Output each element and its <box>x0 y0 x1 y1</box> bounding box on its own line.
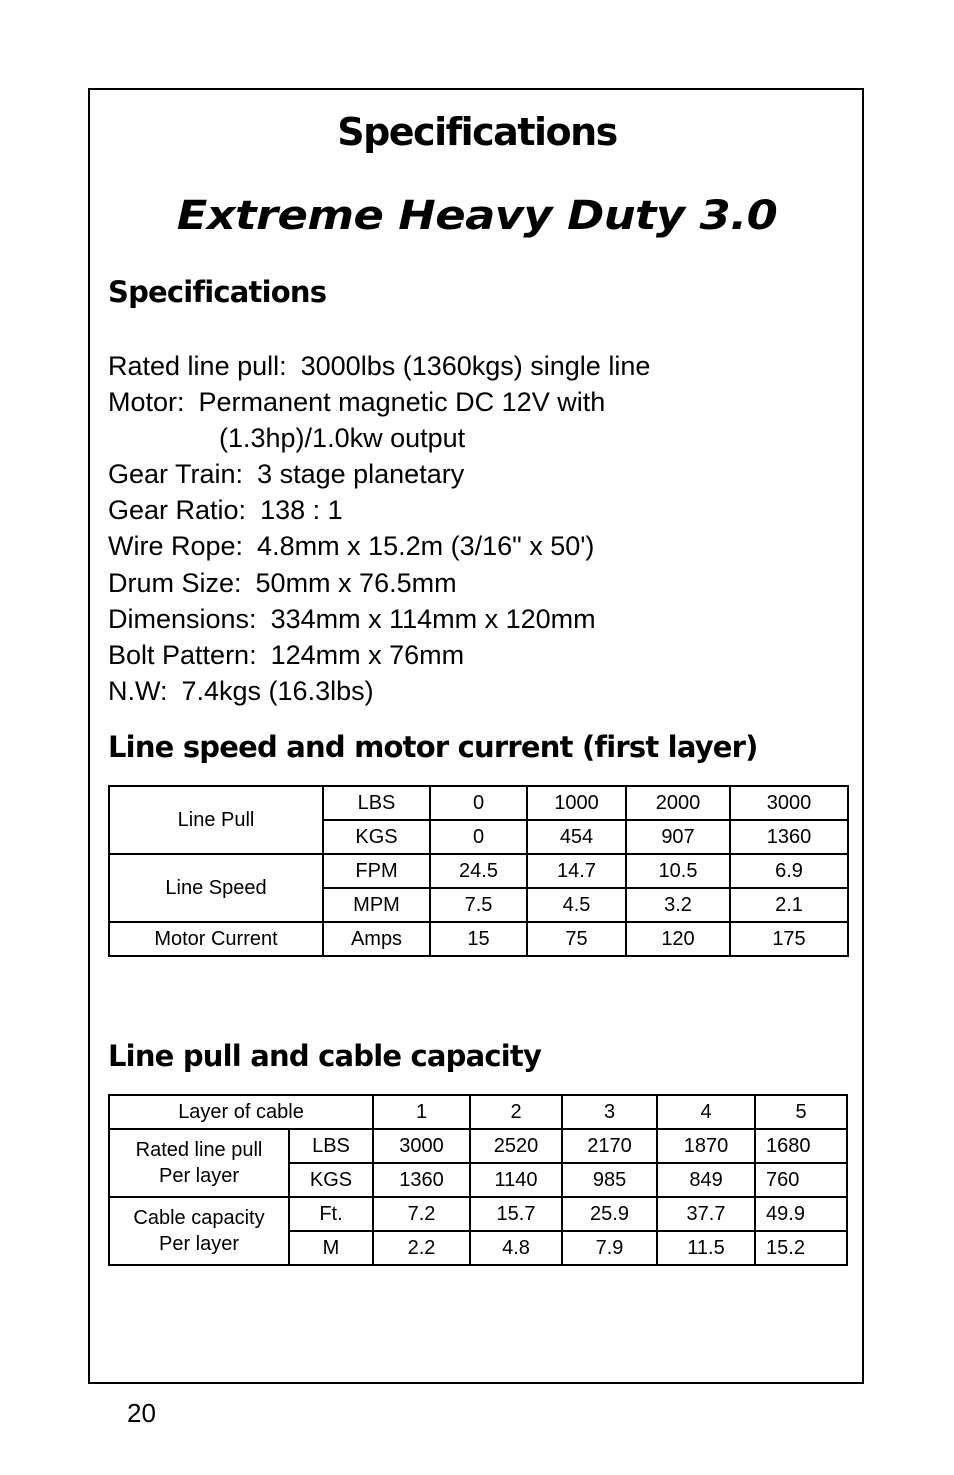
spec-value: 334mm x 114mm x 120mm <box>270 603 596 634</box>
unit-cell: Amps <box>323 922 430 956</box>
value-cell: 849 <box>657 1163 755 1197</box>
value-cell: 7.5 <box>430 888 527 922</box>
cable-capacity-table <box>108 1094 848 1266</box>
spec-label: Motor: <box>108 387 185 418</box>
value-cell: 7.2 <box>373 1197 470 1231</box>
spec-value: 50mm x 76.5mm <box>255 567 457 598</box>
value-cell: 10.5 <box>626 854 730 888</box>
value-cell: 175 <box>730 922 848 956</box>
unit-cell: KGS <box>289 1163 373 1197</box>
unit-cell: M <box>289 1231 373 1265</box>
value-cell: 49.9 <box>755 1197 847 1231</box>
capacity-table-heading: Line pull and cable capacity <box>108 1039 542 1073</box>
spec-value: 4.8mm x 15.2m (3/16" x 50') <box>257 531 595 562</box>
value-cell: 15.7 <box>470 1197 562 1231</box>
spec-item-wire-rope <box>108 528 848 564</box>
value-cell: 37.7 <box>657 1197 755 1231</box>
value-cell: 2000 <box>626 786 730 820</box>
value-cell: 454 <box>527 820 626 854</box>
table-header-row <box>109 1095 847 1129</box>
value-cell: 14.7 <box>527 854 626 888</box>
spec-value-continuation: (1.3hp)/1.0kw output <box>219 423 466 454</box>
layer-header: 3 <box>562 1095 657 1129</box>
model-title: Extreme Heavy Duty 3.0 <box>176 193 778 239</box>
spec-item-gear-ratio <box>108 492 848 528</box>
value-cell: 4.8 <box>470 1231 562 1265</box>
value-cell: 120 <box>626 922 730 956</box>
line-speed-table <box>108 785 849 957</box>
layer-header: 4 <box>657 1095 755 1129</box>
unit-cell: KGS <box>323 820 430 854</box>
value-cell: 15.2 <box>755 1231 847 1265</box>
unit-cell: Ft. <box>289 1197 373 1231</box>
value-cell: 1360 <box>730 820 848 854</box>
spec-item-rated-line-pull <box>108 348 848 384</box>
spec-label: Rated line pull: <box>108 351 287 381</box>
layer-header: 5 <box>755 1095 847 1129</box>
spec-label: Gear Ratio: <box>108 495 247 526</box>
value-cell: 0 <box>430 786 527 820</box>
spec-label: Drum Size: <box>108 567 242 598</box>
value-cell: 25.9 <box>562 1197 657 1231</box>
value-cell: 3.2 <box>626 888 730 922</box>
spec-value: 3000lbs (1360kgs) single line <box>300 351 651 381</box>
layer-header: 2 <box>470 1095 562 1129</box>
value-cell: 2520 <box>470 1129 562 1163</box>
spec-item-gear-train <box>108 456 848 492</box>
spec-item-bolt-pattern <box>108 637 848 673</box>
spec-value: 124mm x 76mm <box>270 639 465 670</box>
value-cell: 75 <box>527 922 626 956</box>
value-cell: 3000 <box>730 786 848 820</box>
value-cell: 0 <box>430 820 527 854</box>
value-cell: 6.9 <box>730 854 848 888</box>
value-cell: 24.5 <box>430 854 527 888</box>
spec-label: Dimensions: <box>108 603 257 634</box>
value-cell: 1870 <box>657 1129 755 1163</box>
speed-table-heading: Line speed and motor current (first layer) <box>108 730 758 764</box>
page-title: Specifications <box>337 110 617 154</box>
spec-list <box>108 348 848 709</box>
spec-label: Bolt Pattern: <box>108 639 257 670</box>
group-label <box>109 1129 289 1197</box>
value-cell: 907 <box>626 820 730 854</box>
spec-item-drum-size <box>108 565 848 601</box>
spec-value: 7.4kgs (16.3lbs) <box>181 675 374 706</box>
value-cell: 1140 <box>470 1163 562 1197</box>
layer-header: 1 <box>373 1095 470 1129</box>
spec-value: 138 : 1 <box>260 495 343 526</box>
value-cell: 985 <box>562 1163 657 1197</box>
spec-label: Wire Rope: <box>108 531 244 562</box>
spec-item-net-weight <box>108 673 848 709</box>
spec-item-motor <box>108 384 848 456</box>
specs-heading: Specifications <box>108 275 327 309</box>
group-label: Line Speed <box>109 854 323 922</box>
group-label-line: Per layer <box>158 1233 240 1255</box>
value-cell: 1360 <box>373 1163 470 1197</box>
table-row <box>109 786 848 820</box>
value-cell: 4.5 <box>527 888 626 922</box>
page-number: 20 <box>127 1398 156 1428</box>
group-label <box>109 1197 289 1265</box>
table-row <box>109 1129 847 1163</box>
spec-label: N.W: <box>108 675 168 706</box>
spec-value: 3 stage planetary <box>257 459 465 490</box>
value-cell: 1680 <box>755 1129 847 1163</box>
unit-cell: LBS <box>323 786 430 820</box>
table-row <box>109 922 848 956</box>
group-label-line: Rated line pull <box>135 1139 263 1161</box>
value-cell: 3000 <box>373 1129 470 1163</box>
group-label-line: Per layer <box>158 1165 240 1187</box>
value-cell: 7.9 <box>562 1231 657 1265</box>
header-label: Layer of cable <box>109 1095 373 1129</box>
spec-item-dimensions <box>108 601 848 637</box>
group-label-line: Cable capacity <box>133 1207 265 1229</box>
value-cell: 15 <box>430 922 527 956</box>
value-cell: 2.2 <box>373 1231 470 1265</box>
group-label: Line Pull <box>109 786 323 854</box>
unit-cell: LBS <box>289 1129 373 1163</box>
value-cell: 2170 <box>562 1129 657 1163</box>
value-cell: 760 <box>755 1163 847 1197</box>
value-cell: 2.1 <box>730 888 848 922</box>
unit-cell: FPM <box>323 854 430 888</box>
table-row <box>109 854 848 888</box>
unit-cell: MPM <box>323 888 430 922</box>
group-label: Motor Current <box>109 922 323 956</box>
value-cell: 1000 <box>527 786 626 820</box>
value-cell: 11.5 <box>657 1231 755 1265</box>
table-row <box>109 1197 847 1231</box>
spec-label: Gear Train: <box>108 459 244 490</box>
spec-value: Permanent magnetic DC 12V with <box>198 387 606 418</box>
